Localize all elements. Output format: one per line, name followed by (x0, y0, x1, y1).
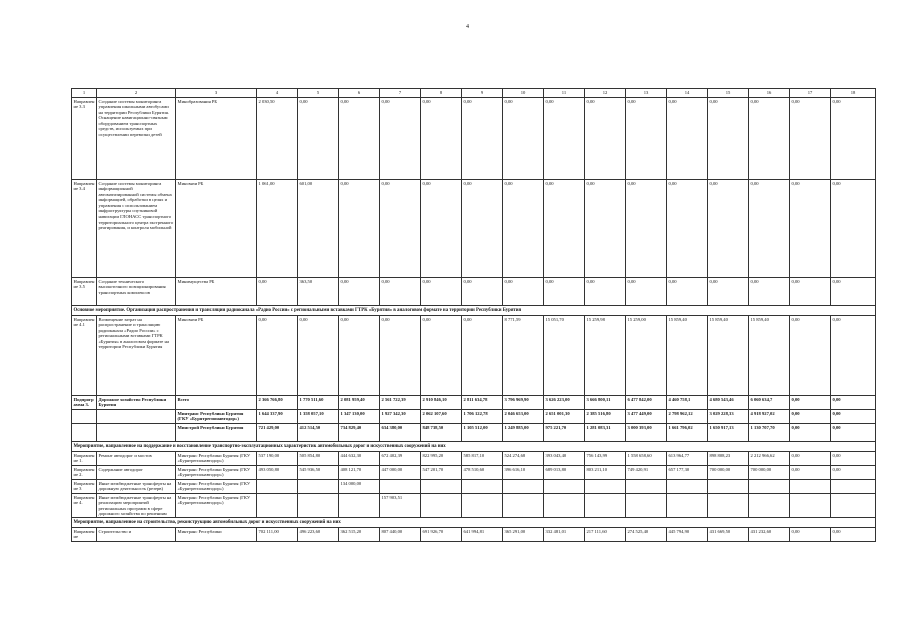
value-cell: 1 650 917,13 (708, 424, 749, 442)
value-cell: 0,00 (421, 98, 462, 180)
value-cell: 408 121,70 (339, 466, 380, 480)
value-cell: 217 111,60 (585, 528, 626, 541)
value-cell: 3 666 800,11 (585, 396, 626, 410)
value-cell: 1 347 130,00 (339, 410, 380, 424)
value-cell: 478 510,60 (462, 466, 503, 480)
value-cell: 2 385 516,80 (585, 410, 626, 424)
value-cell: 8 771,59 (503, 316, 544, 396)
header-cell: 6 (339, 89, 380, 98)
header-cell: 16 (749, 89, 790, 98)
table-row (72, 480, 876, 494)
value-cell (626, 480, 667, 494)
table-row (72, 316, 876, 396)
value-cell: 700 000,00 (708, 466, 749, 480)
value-cell (831, 480, 876, 494)
value-cell (503, 480, 544, 494)
row-executor: Минсвязи РБ (176, 316, 257, 396)
value-cell: 1 281 083,31 (585, 424, 626, 442)
value-cell: 0,00 (339, 316, 380, 396)
value-cell: 0,00 (339, 98, 380, 180)
value-cell: 2 062 107,60 (421, 410, 462, 424)
row-number: Направление 2. (72, 466, 97, 480)
value-cell: 2 030,50 (257, 98, 298, 180)
value-cell: 702 111,00 (257, 528, 298, 541)
value-cell: 3 626 223,00 (544, 396, 585, 410)
value-cell: 274 525,40 (626, 528, 667, 541)
section-title: Мероприятие, направленное на строительство, реконструкцию автомобильных дорог и искусственных сооружений на них (72, 518, 876, 528)
row-number: Направление 3 (72, 480, 97, 494)
value-cell: 444 632,30 (339, 452, 380, 466)
value-cell (626, 494, 667, 518)
value-cell: 807 440,00 (380, 528, 421, 541)
value-cell: 505 854,80 (298, 452, 339, 466)
value-cell: 0,00 (831, 316, 876, 396)
value-cell: 0,00 (790, 278, 831, 306)
value-cell: 15 859,40 (749, 316, 790, 396)
value-cell: 2 561 722,39 (380, 396, 421, 410)
value-cell (298, 480, 339, 494)
table-row (72, 528, 876, 541)
row-executor: Минтранс Республики Бурятия (ГКУ «Бурятрегионавтодор») (176, 410, 257, 424)
value-cell: 431 669,50 (708, 528, 749, 541)
value-cell: 0,00 (462, 278, 503, 306)
value-cell: 6 477 842,00 (626, 396, 667, 410)
row-executor: Минтранс Республики Бурятия (ГКУ «Бурятрегионавтодор») (176, 480, 257, 494)
value-cell: 0,00 (790, 452, 831, 466)
page-number: 4 (466, 24, 469, 30)
value-cell: 848 738,50 (421, 424, 462, 442)
row-number: Направление 3.4 (72, 180, 97, 278)
value-cell: 672 402,39 (380, 452, 421, 466)
header-cell: 11 (544, 89, 585, 98)
row-name: Создание системы мониторинга управления школьными автобусами на территории Республики Бурятия. Оснащение навигационно-связным оборудованием транспортных средств, используемых при осуществлении перевозки детей (97, 98, 176, 180)
header-cell: 18 (831, 89, 876, 98)
value-cell: 0,00 (257, 278, 298, 306)
value-cell: 363,50 (298, 278, 339, 306)
row-name: Строительство и (97, 528, 176, 541)
row-name: Создание технического высокоточного позиционирования транспортных комплексов (97, 278, 176, 306)
value-cell: 0,00 (585, 278, 626, 306)
value-cell: 1 558 658,60 (626, 452, 667, 466)
row-name: Дорожное хозяйство Республики Бурятия (97, 396, 176, 410)
row-name (97, 424, 176, 442)
value-cell: 2 212 966,62 (749, 452, 790, 466)
row-number: Подпрограмма 3. (72, 396, 97, 410)
value-cell: 3 000 393,00 (626, 424, 667, 442)
value-cell: 0,00 (503, 278, 544, 306)
value-cell: 822 995,20 (421, 452, 462, 466)
row-name: Ремонт автодорог и мостов (97, 452, 176, 466)
value-cell: 641 994,81 (462, 528, 503, 541)
row-executor: Минимущества РБ (176, 278, 257, 306)
row-executor: Минстрой Республики Бурятия (176, 424, 257, 442)
value-cell (380, 480, 421, 494)
value-cell: 0,00 (462, 98, 503, 180)
value-cell: 396 616,10 (503, 466, 544, 480)
value-cell: 1 770 511,60 (298, 396, 339, 410)
value-cell: 0,00 (257, 316, 298, 396)
value-cell: 634 380,00 (380, 424, 421, 442)
table-row (72, 410, 876, 424)
row-name: Иные межбюджетные трансферты на дорожную деятельность (резерв) (97, 480, 176, 494)
value-cell: 493 050,80 (257, 466, 298, 480)
value-cell: 1 130 707,70 (749, 424, 790, 442)
value-cell: 0,00 (380, 316, 421, 396)
row-name: Иные межбюджетные трансферты на реализацию мероприятий региональных программ в сфере дорожного хозяйства по решениям (97, 494, 176, 518)
value-cell: 734 829,40 (339, 424, 380, 442)
value-cell: 2 811 634,78 (462, 396, 503, 410)
value-cell: 15 051,70 (544, 316, 585, 396)
value-cell: 0,00 (749, 98, 790, 180)
section-title: Основное мероприятие. Организация распространения и трансляции радиоканала «Радио России» с региональными вставками ГТРК «Бурятия» в аналоговом формате на территории Республики Бурятия (72, 306, 876, 316)
value-cell: 0,00 (831, 424, 876, 442)
value-cell: 0,00 (626, 98, 667, 180)
value-cell: 0,00 (380, 98, 421, 180)
value-cell: 0,00 (380, 180, 421, 278)
value-cell (790, 494, 831, 518)
value-cell (462, 480, 503, 494)
value-cell: 0,00 (831, 396, 876, 410)
value-cell: 15 259,00 (626, 316, 667, 396)
value-cell: 0,00 (790, 424, 831, 442)
value-cell: 412 514,50 (298, 424, 339, 442)
value-cell: 1 644 337,90 (257, 410, 298, 424)
header-cell: 2 (97, 89, 176, 98)
header-cell: 17 (790, 89, 831, 98)
value-cell: 0,00 (749, 180, 790, 278)
value-cell (708, 480, 749, 494)
row-number: Направление (73, 528, 95, 540)
value-cell (585, 494, 626, 518)
value-cell (257, 494, 298, 518)
table-row (72, 396, 876, 410)
table-row (72, 452, 876, 466)
value-cell (257, 480, 298, 494)
value-cell: 1 105 512,00 (462, 424, 503, 442)
header-cell: 12 (585, 89, 626, 98)
header-cell: 1 (72, 89, 97, 98)
row-number (72, 424, 97, 442)
table-row (72, 278, 876, 306)
value-cell: 0,00 (585, 180, 626, 278)
value-cell: 15 859,40 (667, 316, 708, 396)
value-cell: 613 964,77 (667, 452, 708, 466)
value-cell: 0,00 (626, 180, 667, 278)
header-row (72, 89, 876, 98)
value-cell: 0,00 (339, 278, 380, 306)
row-name: Содержание автодорог (97, 466, 176, 480)
value-cell: 0,00 (298, 316, 339, 396)
value-cell: 3 029 228,33 (708, 410, 749, 424)
value-cell: 0,00 (298, 98, 339, 180)
value-cell (421, 494, 462, 518)
value-cell: 657 177,30 (667, 466, 708, 480)
value-cell (462, 494, 503, 518)
value-cell: 0,00 (831, 410, 876, 424)
value-cell: 362 515,20 (339, 528, 380, 541)
value-cell: 0,00 (339, 180, 380, 278)
value-cell: 1 358 057,10 (298, 410, 339, 424)
value-cell: 0,00 (790, 410, 831, 424)
value-cell: 2 366 766,80 (257, 396, 298, 410)
value-cell: 0,00 (831, 528, 876, 541)
value-cell: 4 918 927,02 (749, 410, 790, 424)
value-cell: 2 046 653,00 (503, 410, 544, 424)
value-cell: 2 910 846,10 (421, 396, 462, 410)
table-row (72, 494, 876, 518)
row-executor: Минтранс Республики (176, 528, 257, 541)
value-cell (298, 494, 339, 518)
value-cell: 4 680 543,46 (708, 396, 749, 410)
value-cell: 0,00 (421, 180, 462, 278)
program-table (71, 88, 876, 542)
value-cell: 365 291,00 (503, 528, 544, 541)
value-cell: 0,00 (831, 452, 876, 466)
value-cell: 524 274,68 (503, 452, 544, 466)
value-cell (708, 494, 749, 518)
value-cell (831, 494, 876, 518)
value-cell: 0,00 (708, 180, 749, 278)
value-cell: 0,00 (667, 180, 708, 278)
row-name (97, 410, 176, 424)
value-cell: 4 460 758,1 (667, 396, 708, 410)
value-cell (667, 494, 708, 518)
row-number: Направление 4.1 (72, 316, 97, 396)
value-cell: 332 481,01 (544, 528, 585, 541)
value-cell: 0,00 (790, 466, 831, 480)
header-cell: 13 (626, 89, 667, 98)
value-cell (749, 494, 790, 518)
value-cell: 0,00 (790, 98, 831, 180)
table-row (72, 180, 876, 278)
row-executor: Минсвязи РБ (176, 180, 257, 278)
section-row (72, 306, 876, 316)
value-cell: 393 043,40 (544, 452, 585, 466)
value-cell: 2 081 959,40 (339, 396, 380, 410)
value-cell: 1 927 342,30 (380, 410, 421, 424)
value-cell: 898 808,23 (708, 452, 749, 466)
value-cell: 445 794,90 (667, 528, 708, 541)
value-cell: 547 201,70 (421, 466, 462, 480)
header-cell: 5 (298, 89, 339, 98)
value-cell: 0,00 (708, 98, 749, 180)
value-cell: 545 936,50 (298, 466, 339, 480)
value-cell: 803 211,10 (585, 466, 626, 480)
value-cell: 0,00 (831, 180, 876, 278)
row-executor: Минтранс Республики Бурятия (ГКУ «Бурятрегионавтодор») (176, 466, 257, 480)
value-cell: 0,00 (544, 180, 585, 278)
value-cell: 1 249 885,00 (503, 424, 544, 442)
value-cell: 0,00 (544, 278, 585, 306)
value-cell: 157 903,51 (380, 494, 421, 518)
value-cell: 15 859,40 (708, 316, 749, 396)
value-cell (667, 480, 708, 494)
section-row (72, 518, 876, 528)
row-number: Направление 1. (72, 452, 97, 466)
row-number: Направление 4. (72, 494, 97, 518)
header-cell: 7 (380, 89, 421, 98)
value-cell: 0,00 (790, 528, 831, 541)
header-cell: 4 (257, 89, 298, 98)
value-cell: 0,00 (790, 396, 831, 410)
value-cell: 1 706 122,78 (462, 410, 503, 424)
table-row (72, 98, 876, 180)
header-cell: 14 (667, 89, 708, 98)
value-cell: 975 221,70 (544, 424, 585, 442)
value-cell: 585 817,10 (462, 452, 503, 466)
value-cell: 0,00 (626, 278, 667, 306)
value-cell: 0,00 (503, 180, 544, 278)
header-cell: 15 (708, 89, 749, 98)
value-cell: 721 429,00 (257, 424, 298, 442)
value-cell: 749 420,91 (626, 466, 667, 480)
value-cell: 0,00 (790, 180, 831, 278)
value-cell (790, 480, 831, 494)
value-cell: 15 259,98 (585, 316, 626, 396)
value-cell (503, 494, 544, 518)
value-cell (339, 494, 380, 518)
value-cell: 537 190,00 (257, 452, 298, 466)
value-cell: 0,00 (831, 466, 876, 480)
value-cell (421, 480, 462, 494)
value-cell (544, 494, 585, 518)
value-cell: 496 223,60 (298, 528, 339, 541)
section-title: Мероприятие, направленное на поддержание и восстановление транспортно-эксплуатационных характеристик автомобильных дорог и искусственных сооружений на них (72, 442, 876, 452)
value-cell: 431 232,60 (749, 528, 790, 541)
value-cell: 0,00 (544, 98, 585, 180)
value-cell: 0,00 (831, 278, 876, 306)
value-cell: 2 651 001,30 (544, 410, 585, 424)
value-cell: 6 060 634,7 (749, 396, 790, 410)
value-cell: 700 000,00 (749, 466, 790, 480)
value-cell: 0,00 (749, 278, 790, 306)
row-number: Направление 3.3 (72, 98, 97, 180)
value-cell: 0,00 (585, 98, 626, 180)
value-cell: 0,00 (421, 278, 462, 306)
value-cell (749, 480, 790, 494)
value-cell: 0,00 (790, 316, 831, 396)
row-executor: Всего (176, 396, 257, 410)
value-cell: 1 661 796,02 (667, 424, 708, 442)
value-cell: 0,00 (667, 98, 708, 180)
value-cell: 3 796 969,90 (503, 396, 544, 410)
value-cell: 134 000,00 (339, 480, 380, 494)
value-cell: 0,00 (462, 316, 503, 396)
table-row (72, 466, 876, 480)
value-cell: 691 926,70 (421, 528, 462, 541)
table-row (72, 424, 876, 442)
row-number (72, 410, 97, 424)
header-cell: 9 (462, 89, 503, 98)
value-cell: 0,00 (667, 278, 708, 306)
value-cell: 756 143,99 (585, 452, 626, 466)
value-cell: 0,00 (831, 98, 876, 180)
value-cell (544, 480, 585, 494)
value-cell: 2 798 962,12 (667, 410, 708, 424)
value-cell: 0,00 (380, 278, 421, 306)
header-cell: 3 (176, 89, 257, 98)
row-name: Возмещение затрат на распространение и трансляцию радиоканала «Радио России» с региональными вставками ГТРК «Бурятия» в аналоговом формате на территории Республики Бурятия (97, 316, 176, 396)
header-cell: 8 (421, 89, 462, 98)
value-cell: 601,00 (298, 180, 339, 278)
value-cell: 3 477 449,00 (626, 410, 667, 424)
value-cell: 1 061,00 (257, 180, 298, 278)
section-row (72, 442, 876, 452)
row-executor: Минобразования РБ (176, 98, 257, 180)
value-cell: 0,00 (421, 316, 462, 396)
value-cell: 447 000,00 (380, 466, 421, 480)
value-cell (585, 480, 626, 494)
row-name: Создание системы мониторинга информационной автоматизированной системы обмена информацией, обработки в целях и управления с использованием инфраструктуры спутниковой навигации ГЛОНАСС транспортного территориального центра экстренного реагирования, и контроля мобильной (97, 180, 176, 278)
row-executor: Минтранс Республики Бурятия (ГКУ «Бурятрегионавтодор») (176, 452, 257, 466)
value-cell: 0,00 (708, 278, 749, 306)
row-executor: Минтранс Республики Бурятия (ГКУ «Бурятрегионавтодор») (176, 494, 257, 518)
row-number: Направление 3.5 (72, 278, 97, 306)
value-cell: 0,00 (462, 180, 503, 278)
value-cell: 689 013,80 (544, 466, 585, 480)
header-cell: 10 (503, 89, 544, 98)
value-cell: 0,00 (503, 98, 544, 180)
